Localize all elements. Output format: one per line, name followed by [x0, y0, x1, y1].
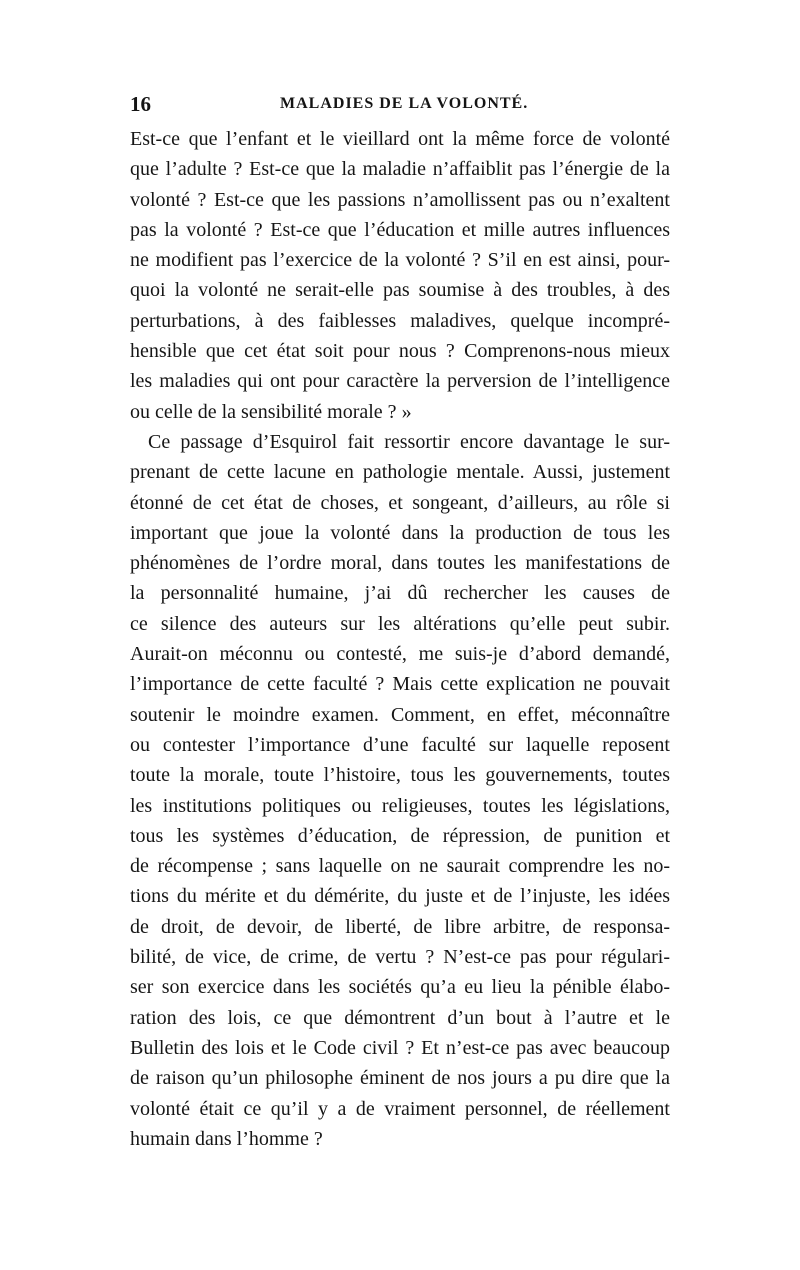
text-line: la personnalité humaine, j’ai dû rechercher les causes de — [130, 582, 670, 605]
page-header — [130, 92, 670, 116]
text-line: les institutions politiques ou religieuses, toutes les législations, — [130, 794, 670, 817]
text-line: hensible que cet état soit pour nous ? Comprenons-nous mieux — [130, 340, 670, 363]
text-line: de droit, de devoir, de liberté, de libre arbitre, de responsa- — [130, 915, 670, 938]
text-line: ser son exercice dans les sociétés qu’a eu lieu la pénible élabo- — [130, 976, 670, 999]
text-line: de raison qu’un philosophe éminent de nos jours a pu dire que la — [130, 1067, 670, 1090]
text-line: tous les systèmes d’éducation, de répression, de punition et — [130, 824, 670, 847]
text-line: volonté ? Est-ce que les passions n’amollissent pas ou n’exaltent — [130, 188, 670, 211]
text-line: toute la morale, toute l’histoire, tous les gouvernements, toutes — [130, 764, 670, 787]
text-line: Bulletin des lois et le Code civil ? Et n’est-ce pas avec beaucoup — [130, 1036, 670, 1059]
text-line: prenant de cette lacune en pathologie mentale. Aussi, justement — [130, 461, 670, 484]
text-line: important que joue la volonté dans la production de tous les — [130, 521, 670, 544]
text-line: ration des lois, ce que démontrent d’un bout à l’autre et le — [130, 1006, 670, 1029]
text-line: ou celle de la sensibilité morale ? » — [130, 400, 412, 423]
paragraph-quote-end — [130, 124, 670, 427]
text-line: Aurait-on méconnu ou contesté, me suis-je d’abord demandé, — [130, 643, 670, 666]
text-line: tions du mérite et du démérite, du juste et de l’injuste, les idées — [130, 885, 670, 908]
text-line: ne modifient pas l’exercice de la volonté ? S’il en est ainsi, pour- — [130, 249, 670, 272]
text-line: de récompense ; sans laquelle on ne saurait comprendre les no- — [130, 855, 670, 878]
page-number: 16 — [130, 92, 151, 116]
text-line: l’importance de cette faculté ? Mais cette explication ne pouvait — [130, 673, 670, 696]
text-line: quoi la volonté ne serait-elle pas soumise à des troubles, à des — [130, 279, 670, 302]
text-line: que l’adulte ? Est-ce que la maladie n’affaiblit pas l’énergie de la — [130, 158, 670, 181]
text-line: soutenir le moindre examen. Comment, en effet, méconnaître — [130, 703, 670, 726]
text-line: humain dans l’homme ? — [130, 1127, 323, 1150]
running-title: MALADIES DE LA VOLONTÉ. — [280, 95, 529, 112]
text-line: bilité, de vice, de crime, de vertu ? N’est-ce pas pour régulari- — [130, 946, 670, 969]
text-line: étonné de cet état de choses, et songeant, d’ailleurs, au rôle si — [130, 491, 670, 514]
text-line: les maladies qui ont pour caractère la perversion de l’intelligence — [130, 370, 670, 393]
text-line: Ce passage d’Esquirol fait ressortir encore davantage le sur- — [148, 430, 670, 453]
text-line: phénomènes de l’ordre moral, dans toutes les manifestations de — [130, 552, 670, 575]
text-line: Est-ce que l’enfant et le vieillard ont la même force de volonté — [130, 128, 670, 150]
body-text — [130, 124, 670, 1154]
text-line: volonté était ce qu’il y a de vraiment personnel, de réellement — [130, 1097, 670, 1120]
text-line: pas la volonté ? Est-ce que l’éducation et mille autres influences — [130, 218, 670, 241]
paragraph-esquirol-passage — [130, 427, 670, 1154]
text-line: ou contester l’importance d’une faculté sur laquelle reposent — [130, 733, 670, 756]
text-line: ce silence des auteurs sur les altérations qu’elle peut subir. — [130, 612, 670, 635]
text-line: perturbations, à des faiblesses maladives, quelque incompré- — [130, 309, 670, 332]
